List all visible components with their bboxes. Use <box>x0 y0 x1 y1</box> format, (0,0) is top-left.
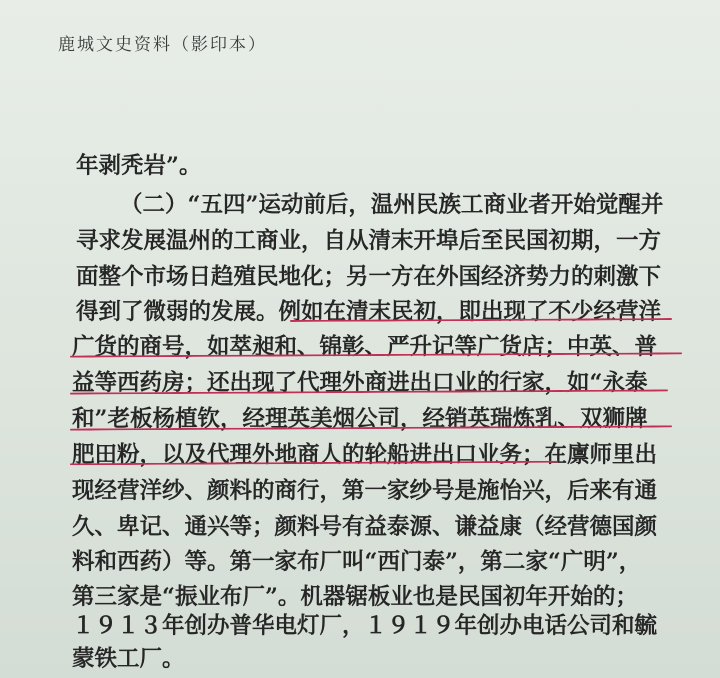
text-line-12: 料和西药）等。第一家布厂叫“西门泰”，第二家“广明”， <box>72 549 642 575</box>
text-line-10: 现经营洋纱、颜料的商行，第一家纱号是施怡兴，后来有通 <box>72 478 658 504</box>
text-line-7: 益等西药房；还出现了代理外商进出口业的行家，如“永泰 <box>72 370 648 396</box>
text-line-5: 得到了微弱的发展。例如在清末民初，即出现了不少经营洋 <box>76 299 662 325</box>
text-line-3: 寻求发展温州的工商业，自从清末开埠后至民国初期，一方 <box>76 228 662 254</box>
text-line-2: （二）“五四”运动前后，温州民族工商业者开始觉醒并 <box>120 192 664 218</box>
text-line-9: 肥田粉，以及代理外地商人的轮船进出口业务；在廪师里出 <box>72 442 658 468</box>
text-line-13: 第三家是“振业布厂”。机器锯板业也是民国初年开始的； <box>72 584 638 610</box>
text-line-11: 久、卑记、通兴等；颜料号有益泰源、谦益康（经营德国颜 <box>72 514 658 540</box>
text-line-1: 年剥秃岩”。 <box>76 153 202 179</box>
running-header: 鹿城文史资料（影印本） <box>58 35 267 55</box>
text-line-14: １９１３年创办普华电灯厂，１９１９年创办电话公司和毓 <box>72 613 658 639</box>
text-line-8: 和”老板杨植钦，经理英美烟公司，经销英瑞炼乳、双狮牌 <box>72 406 648 432</box>
text-line-6: 广货的商号，如萃昶和、锦彰、严升记等广货店；中英、普 <box>72 334 658 360</box>
text-line-4: 面整个市场日趋殖民地化；另一方在外国经济势力的刺激下 <box>76 264 662 290</box>
text-line-15: 蒙铁工厂。 <box>72 646 185 672</box>
